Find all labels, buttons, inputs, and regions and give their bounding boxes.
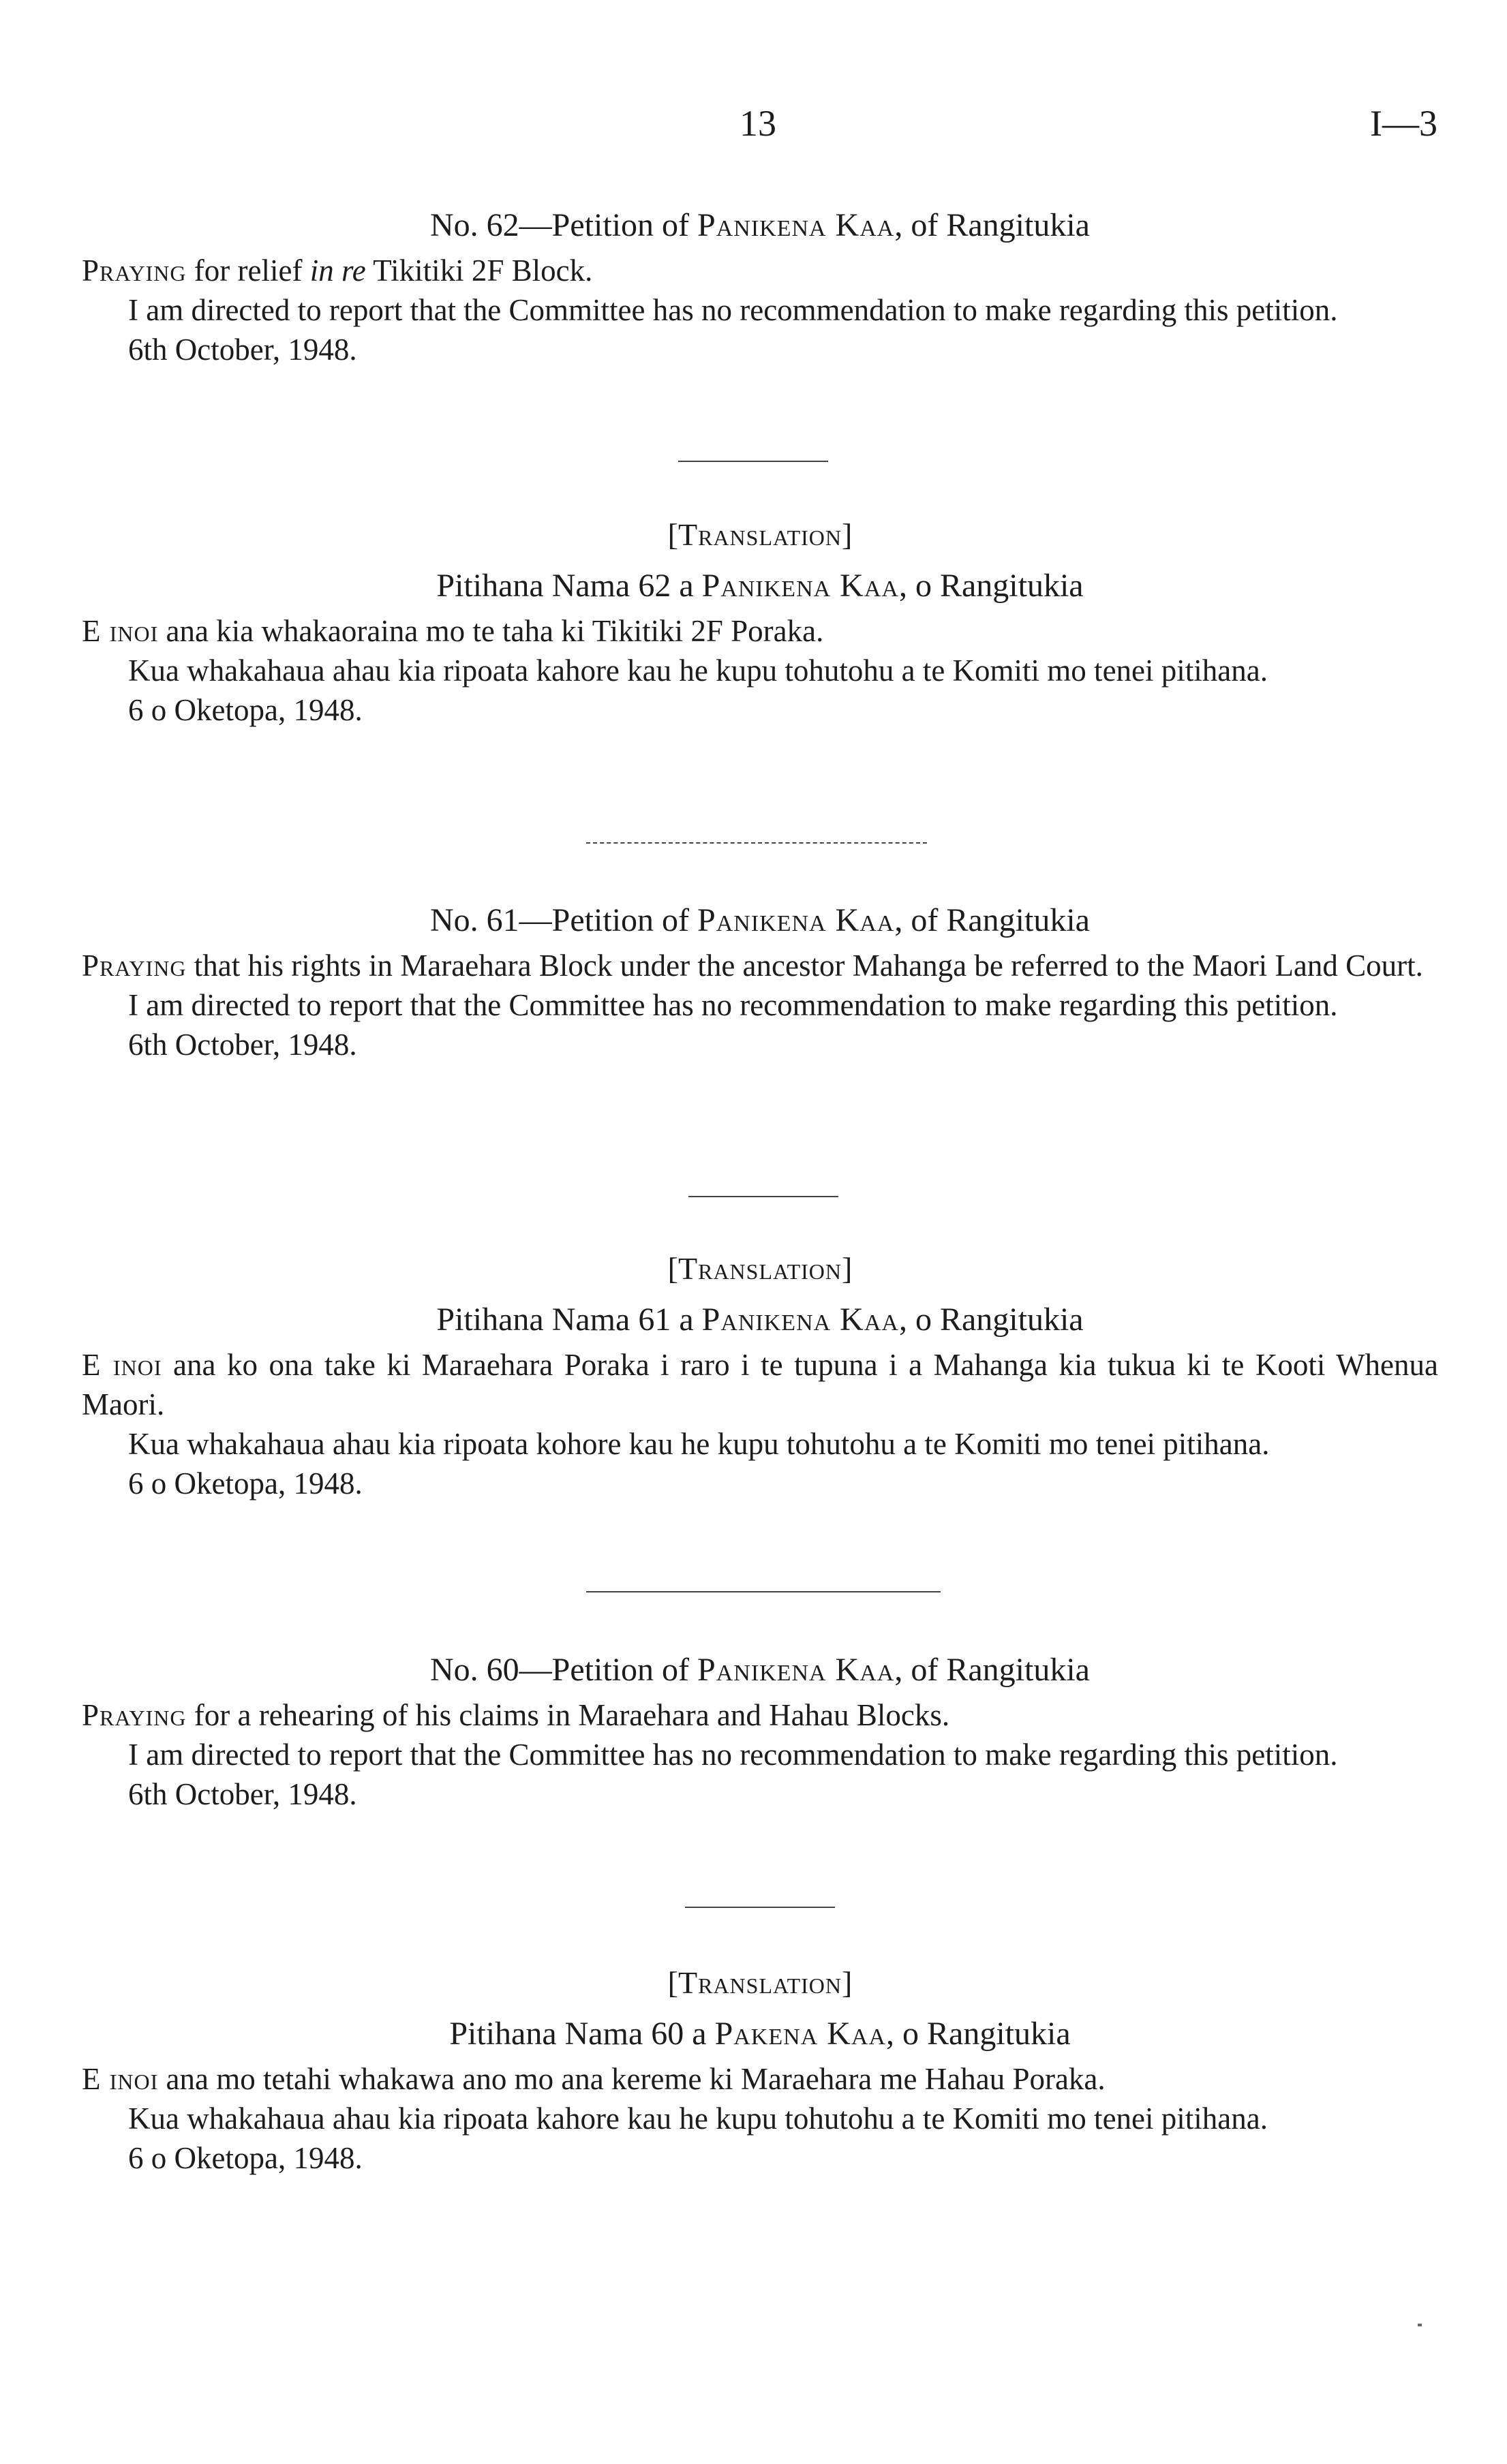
committee-report: Kua whakahaua ahau kia ripoata kahore kau he kupu tohutohu a te Komiti mo tenei pitihana. — [128, 653, 1268, 688]
committee-report: I am directed to report that the Committee has no recommendation to make regarding this petition. — [128, 988, 1338, 1022]
committee-report: I am directed to report that the Committee has no recommendation to make regarding this petition. — [128, 293, 1338, 327]
section-divider — [685, 1907, 835, 1908]
scan-speck — [1418, 2324, 1422, 2326]
petition-title: Pitihana Nama 61 a Panikena Kaa, o Rangitukia — [436, 1302, 1084, 1338]
page-number: 13 — [740, 103, 776, 144]
report-date: 6th October, 1948. — [128, 333, 357, 367]
petitioner-name: Panikena Kaa — [697, 207, 895, 243]
petition-prayer: E inoi ana ko ona take ki Maraehara Poraka i raro i te tupuna i a Mahanga kia tukua ki te Kooti Whenua Maori. — [82, 1348, 1438, 1421]
document-reference: I—3 — [1370, 103, 1437, 144]
petition-60-translation — [82, 1962, 1438, 2178]
petition-prayer: Praying that his rights in Maraehara Block under the ancestor Mahanga be referred to the Maori Land Court. — [82, 949, 1423, 983]
report-date: 6th October, 1948. — [128, 1028, 357, 1062]
translation-heading: [Translation] — [667, 1251, 853, 1286]
petition-60-english — [82, 1649, 1438, 1814]
translation-heading: [Translation] — [667, 517, 853, 552]
petitioner-name: Panikena Kaa — [697, 902, 895, 938]
petition-61-english — [82, 899, 1438, 1064]
petition-61-translation — [82, 1248, 1438, 1503]
petitioner-name: Panikena Kaa — [701, 1302, 899, 1338]
petition-title: No. 60—Petition of Panikena Kaa, of Rangitukia — [430, 1652, 1090, 1688]
section-divider — [586, 1591, 941, 1592]
petitioner-name: Panikena Kaa — [701, 568, 899, 604]
report-date: 6 o Oketopa, 1948. — [128, 2141, 363, 2175]
petition-62-translation — [82, 514, 1438, 730]
report-date: 6th October, 1948. — [128, 1777, 357, 1811]
petition-title: No. 62—Petition of Panikena Kaa, of Rangitukia — [430, 207, 1090, 243]
petition-prayer: E inoi ana kia whakaoraina mo te taha ki Tikitiki 2F Poraka. — [82, 614, 824, 648]
petition-prayer: Praying for a rehearing of his claims in Maraehara and Hahau Blocks. — [82, 1698, 950, 1732]
petitioner-name: Pakena Kaa — [714, 2016, 887, 2052]
petition-prayer: E inoi ana mo tetahi whakawa ano mo ana kereme ki Maraehara me Hahau Poraka. — [82, 2062, 1106, 2096]
committee-report: Kua whakahaua ahau kia ripoata kahore kau he kupu tohutohu a te Komiti mo tenei pitihana. — [128, 2101, 1268, 2136]
petition-title: Pitihana Nama 60 a Pakena Kaa, o Rangitukia — [449, 2016, 1071, 2052]
committee-report: Kua whakahaua ahau kia ripoata kohore kau he kupu tohutohu a te Komiti mo tenei pitihana. — [128, 1427, 1270, 1461]
report-date: 6 o Oketopa, 1948. — [128, 1466, 363, 1500]
committee-report: I am directed to report that the Committee has no recommendation to make regarding this petition. — [128, 1738, 1338, 1772]
translation-heading: [Translation] — [667, 1965, 853, 2000]
section-divider — [688, 1196, 838, 1197]
petition-prayer: Praying for relief in re Tikitiki 2F Block. — [82, 253, 593, 288]
section-divider — [678, 461, 828, 462]
petition-title: No. 61—Petition of Panikena Kaa, of Rangitukia — [430, 902, 1090, 938]
report-date: 6 o Oketopa, 1948. — [128, 693, 363, 727]
petition-title: Pitihana Nama 62 a Panikena Kaa, o Rangitukia — [436, 568, 1084, 604]
petition-62-english — [82, 204, 1438, 369]
section-divider — [586, 842, 927, 844]
petitioner-name: Panikena Kaa — [697, 1652, 895, 1688]
